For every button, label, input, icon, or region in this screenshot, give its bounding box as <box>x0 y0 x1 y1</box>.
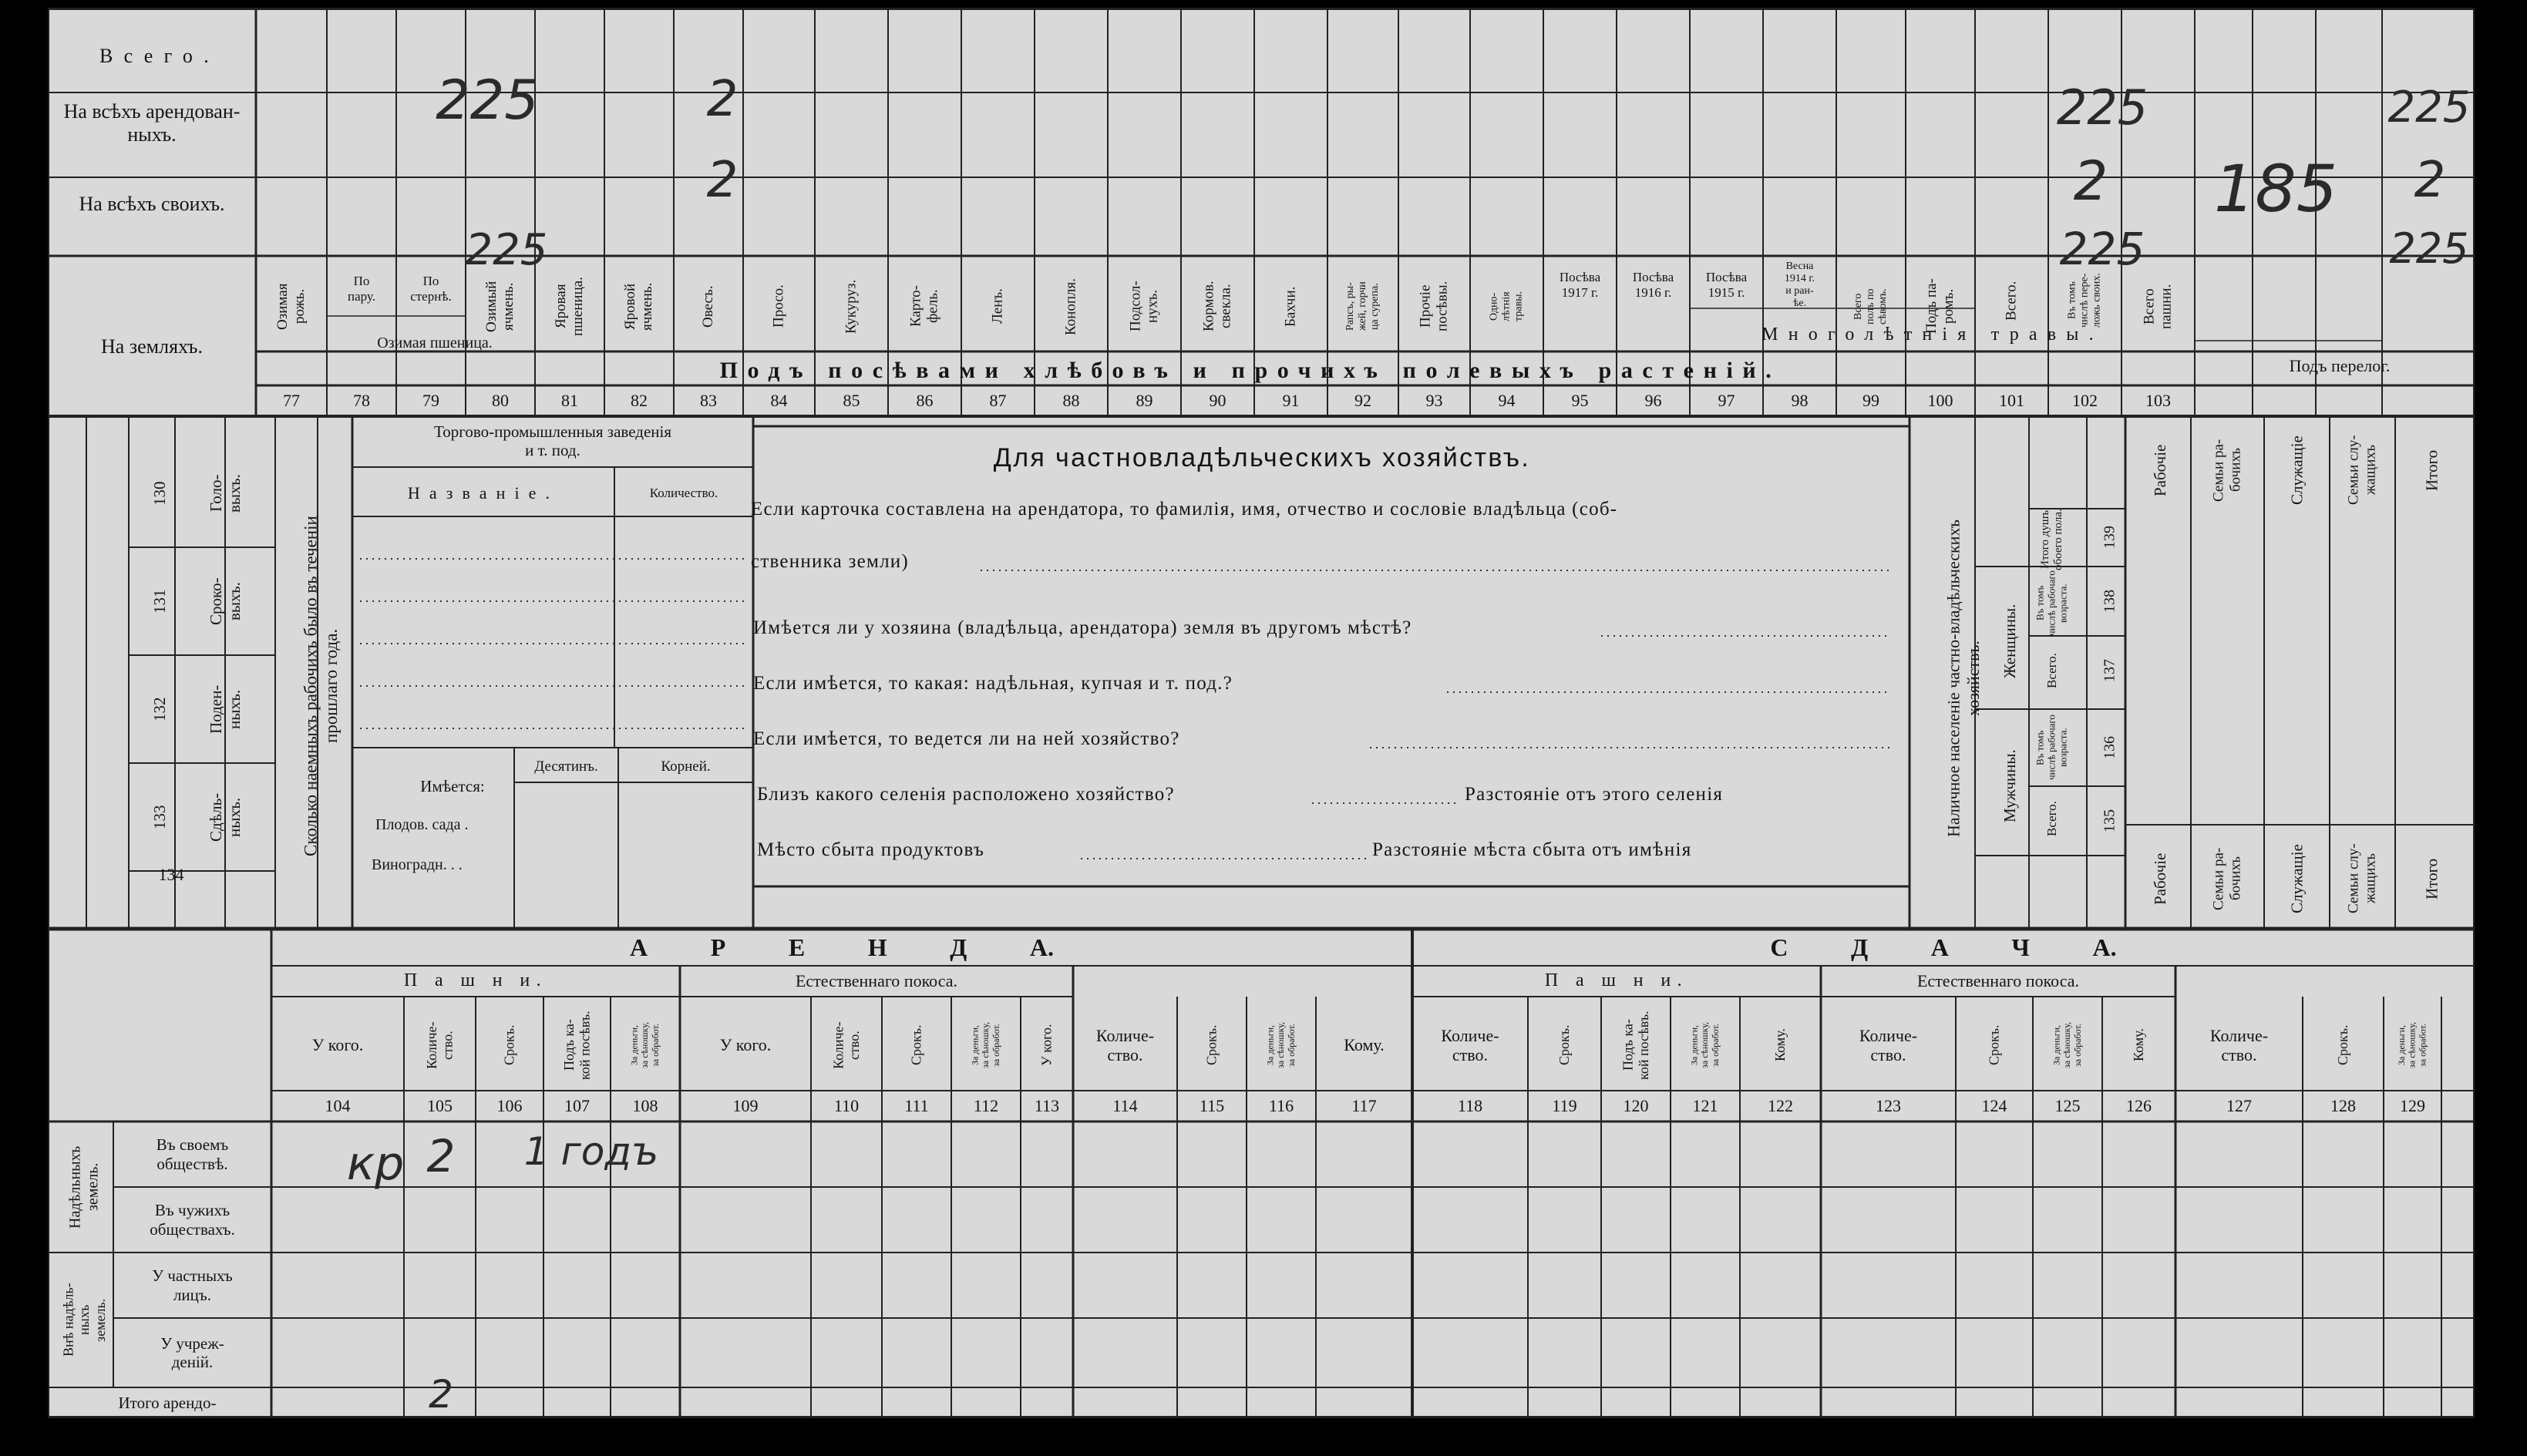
row-label-na-zemlyakh: На земляхъ. <box>101 335 203 358</box>
bottom-col-label-112: За деньги, за сѣношку, за обработ. <box>969 1021 1001 1069</box>
torg-prom-label: Торгово-промышленныя заведенія и т. под. <box>434 422 671 459</box>
crop-number-88: 88 <box>1062 391 1080 411</box>
crop-header-99: Всего полъ по сѣвомъ. <box>1852 288 1889 324</box>
crop-number-101: 101 <box>1999 391 2024 411</box>
bottom-col-num-126: 126 <box>2126 1096 2152 1116</box>
census-card <box>48 8 2475 1418</box>
row-label-svoikh: На всѣхъ своихъ. <box>79 193 225 216</box>
arenda-heading: А Р Е Н Д А. <box>629 933 1054 961</box>
bottom-col-label-127: Количе- ство. <box>2209 1025 2269 1064</box>
bottom-col-label-109: У кого. <box>719 1035 772 1055</box>
bottom-col-num-129: 129 <box>2400 1096 2425 1116</box>
bottom-col-label-128: Срокъ. <box>2335 1024 2351 1066</box>
desyatin-label: Десятинъ. <box>534 758 598 775</box>
crop-number-80: 80 <box>492 391 509 411</box>
hired-label-133: Сдѣль- ныхъ. <box>206 792 244 842</box>
mnogoletnie-travy-label: Многолѣтнія травы. <box>1761 324 2104 345</box>
bottom-col-label-119: Срокъ. <box>1556 1024 1573 1066</box>
row-svoem-obshchestve: Въ своемъ обществѣ. <box>156 1135 229 1173</box>
row-uchrezhdeniy: У учреж- деній. <box>160 1333 224 1371</box>
bottom-col-num-117: 117 <box>1351 1096 1377 1116</box>
hired-label-131: Сроко- выхъ. <box>206 577 244 625</box>
crop-number-98: 98 <box>1791 391 1809 411</box>
nalichnoe-naselenie-label: Наличное населеніе частно-владѣльческихъ хозяйствъ. <box>1943 520 1983 837</box>
bottom-col-label-113: У кого. <box>1038 1024 1055 1067</box>
hand-total-82: 2 <box>706 71 739 129</box>
arenda-pashni: П а ш н и. <box>403 970 548 991</box>
band-title: Подъ посѣвами хлѣбовъ и прочихъ полевыхъ растеній. <box>719 357 1782 383</box>
bottom-col-num-113: 113 <box>1034 1096 1060 1116</box>
hired-num-131: 131 <box>150 589 169 614</box>
bottom-col-num-107: 107 <box>564 1096 590 1116</box>
hand-svoi-103: 225 <box>2389 224 2469 273</box>
imeetsya-label: Имѣется: <box>420 776 485 795</box>
nazvanie-label: Названіе. <box>407 483 560 503</box>
crop-header-88: Конопля. <box>1062 277 1079 335</box>
bottom-col-num-125: 125 <box>2054 1096 2081 1116</box>
hand-kr: кр <box>346 1136 405 1191</box>
bottom-col-label-123: Количе- ство. <box>1859 1025 1918 1064</box>
crop-number-82: 82 <box>631 391 648 411</box>
bottom-col-label-111: Срокъ. <box>908 1024 924 1066</box>
crop-number-77: 77 <box>283 391 300 411</box>
crop-number-85: 85 <box>843 391 860 411</box>
hired-num-132: 132 <box>150 697 169 721</box>
bottom-col-label-125: За деньги, за сѣношку, за обработ. <box>2051 1021 2083 1069</box>
crop-header-85: Кукуруз. <box>843 279 860 334</box>
row-chastnykh-lits: У частныхъ лицъ. <box>152 1266 233 1304</box>
naemnye-rabochie-label: Сколько наемныхъ рабочихъ было въ теченіи прошлаго года. <box>301 516 341 856</box>
hand-itogo-105: 2 <box>429 1372 453 1417</box>
row-label-arendovannykh: На всѣхъ арендован- ныхъ. <box>63 100 241 146</box>
semi-rabochikh-top: Семьи ра- бочихъ <box>2210 439 2244 502</box>
bottom-col-label-116: За деньги, за сѣношку, за обработ. <box>1264 1021 1297 1069</box>
box-line-4: Если имѣется, то какая: надѣльная, купчая и т. под.? <box>753 672 1233 694</box>
nadelnye-zemli-label: Надѣльныхъ земель. <box>66 1145 102 1229</box>
sluzhashchie-bottom: Служащіе <box>2287 844 2307 913</box>
num-135: 135 <box>2101 809 2118 832</box>
hand-arend-103: 2 <box>2414 152 2446 210</box>
crop-number-78: 78 <box>353 391 370 411</box>
bottom-col-label-108: За деньги, за сѣношку, за обработ. <box>628 1021 661 1069</box>
bottom-col-num-108: 108 <box>632 1096 658 1116</box>
itogo-dush-label: Итого душъ обоего пола. <box>2038 509 2064 570</box>
hand-arend-99: 2 <box>2073 149 2108 213</box>
num-138: 138 <box>2101 590 2118 613</box>
box-line-2: ственника земли) <box>751 550 909 572</box>
crop-number-102: 102 <box>2072 391 2098 411</box>
hand-kol-105: 2 <box>426 1129 456 1182</box>
num-137: 137 <box>2101 659 2118 682</box>
box-line-5: Если имѣется, то ведется ли на ней хозяйство? <box>753 728 1180 749</box>
crop-header-94: Одно- лѣтнія травы. <box>1488 291 1525 322</box>
bottom-col-label-118: Количе- ство. <box>1441 1025 1499 1064</box>
crop-header-90: Кормов. свекла. <box>1200 281 1234 332</box>
ozimaya-pshenica-label: Озимая пшеница. <box>377 334 493 351</box>
crop-number-93: 93 <box>1425 391 1443 411</box>
bottom-col-label-120: Подъ ка- кой посѣвъ. <box>1620 1010 1651 1080</box>
bottom-col-num-119: 119 <box>1552 1096 1577 1116</box>
box-line-3: Имѣется ли у хозяина (владѣльца, арендатора) земля въ другомъ мѣстѣ? <box>753 617 1412 638</box>
crop-header-102: Въ томъ числѣ пере- ложь своих. <box>2066 273 2103 328</box>
pod-perelog-label: Подъ перелог. <box>2289 356 2391 376</box>
muzh-vsego-label: Всего. <box>2044 801 2060 837</box>
box-title: Для частновладѣльческихъ хозяйствъ. <box>993 443 1531 473</box>
box-line-7b: Разстояніе мѣста сбыта отъ имѣнія <box>1372 839 1692 860</box>
korney-label: Корней. <box>661 758 711 775</box>
sdacha-pashni: П а ш н и. <box>1544 970 1689 991</box>
bottom-col-label-105: Количе- ство. <box>423 1021 456 1069</box>
crop-number-84: 84 <box>770 391 788 411</box>
bottom-col-num-111: 111 <box>904 1096 929 1116</box>
hand-svoi-99: 225 <box>2059 222 2145 275</box>
hand-arend-82: 2 <box>706 152 739 210</box>
itogo-bottom: Итого <box>2422 858 2441 899</box>
itogo-top: Итого <box>2422 449 2441 491</box>
bottom-col-num-114: 114 <box>1112 1096 1138 1116</box>
crop-number-94: 94 <box>1498 391 1516 411</box>
crop-number-81: 81 <box>561 391 578 411</box>
crop-header-91: Бахчи. <box>1282 286 1299 327</box>
crop-header-96: Посѣва 1916 г. <box>1632 270 1674 300</box>
crop-header-87: Ленъ. <box>989 288 1006 324</box>
crop-number-89: 89 <box>1136 391 1153 411</box>
bottom-col-num-105: 105 <box>427 1096 453 1116</box>
hired-num-133: 133 <box>150 805 169 829</box>
crop-number-103: 103 <box>2145 391 2171 411</box>
bottom-col-num-106: 106 <box>496 1096 523 1116</box>
crop-header-101: Всего. <box>2003 281 2020 321</box>
bottom-col-num-112: 112 <box>973 1096 999 1116</box>
box-line-1: Если карточка составлена на арендатора, то фамилія, имя, отчество и сословіе владѣльца (соб- <box>751 498 1618 520</box>
crop-number-87: 87 <box>989 391 1007 411</box>
bottom-col-num-124: 124 <box>1981 1096 2007 1116</box>
crop-number-92: 92 <box>1354 391 1371 411</box>
bottom-col-num-118: 118 <box>1457 1096 1483 1116</box>
crop-header-97: Посѣва 1915 г. <box>1705 270 1748 300</box>
crop-header-100: Подъ па- ромъ. <box>1923 278 1957 335</box>
rabochie-top: Рабочіе <box>2150 444 2169 496</box>
plodov-sad-label: Плодов. сада . <box>375 815 469 833</box>
row-label-vsego: Всего. <box>99 45 220 68</box>
hand-total-99: 225 <box>2056 79 2148 136</box>
num-139: 139 <box>2101 526 2118 550</box>
hand-arend-100: 185 <box>2213 150 2338 227</box>
hand-total-103: 225 <box>2387 82 2471 133</box>
rabochie-bottom: Рабочіе <box>2150 852 2169 905</box>
bottom-col-num-123: 123 <box>1876 1096 1901 1116</box>
crop-header-81: Яровая пшеница. <box>553 277 586 336</box>
crop-header-95: Посѣва 1917 г. <box>1559 270 1601 300</box>
crop-header-103: Всего пашни. <box>2141 284 2175 329</box>
box-line-6a: Близъ какого селенія расположено хозяйство? <box>757 783 1175 805</box>
num-136: 136 <box>2101 736 2118 759</box>
crop-header-82: Яровой ячмень. <box>622 282 655 331</box>
bottom-col-label-121: За деньги, за сѣношку, за обработ. <box>1688 1021 1721 1069</box>
bottom-col-num-127: 127 <box>2226 1096 2252 1116</box>
crop-number-95: 95 <box>1571 391 1589 411</box>
bottom-col-label-129: За деньги, за сѣношку, за обработ. <box>2395 1021 2428 1069</box>
semi-sluzhashchikh-bottom: Семьи слу- жащихъ <box>2345 843 2379 914</box>
row-chuzhikh-obshchestvakh: Въ чужихъ обществахъ. <box>150 1201 235 1239</box>
crop-header-98: Весна 1914 г. и ран- ѣе. <box>1784 260 1815 310</box>
bottom-col-num-109: 109 <box>732 1096 759 1116</box>
hand-total-78: 225 <box>436 68 539 132</box>
bottom-col-label-114: Количе- ство. <box>1095 1025 1155 1064</box>
bottom-col-num-115: 115 <box>1199 1096 1225 1116</box>
muzhchiny-label: Мужчины. <box>2000 749 2019 823</box>
bottom-col-num-122: 122 <box>1768 1096 1793 1116</box>
crop-number-79: 79 <box>422 391 439 411</box>
kolichestvo-label: Количество. <box>649 486 718 501</box>
row-itogo-arendo: Итого арендо- <box>118 1393 217 1412</box>
crop-header-80: Озимый ячмень. <box>483 281 517 332</box>
semi-sluzhashchikh-top: Семьи слу- жащихъ <box>2345 435 2379 506</box>
crop-number-83: 83 <box>700 391 717 411</box>
crop-number-90: 90 <box>1209 391 1226 411</box>
hired-label-132: Поден- ныхъ. <box>206 684 244 734</box>
crop-header-86: Карто- фель. <box>907 285 941 328</box>
bottom-col-num-104: 104 <box>325 1096 351 1116</box>
crop-header-84: Просо. <box>770 284 787 328</box>
crop-number-86: 86 <box>916 391 934 411</box>
vnenadelnye-zemli-label: Внѣ надѣль- ныхъ земель. <box>60 1283 108 1357</box>
bottom-col-label-115: Срокъ. <box>1203 1024 1220 1066</box>
crop-header-79: По стернѣ. <box>410 274 452 304</box>
bottom-col-num-128: 128 <box>2330 1096 2356 1116</box>
bottom-col-num-120: 120 <box>1623 1096 1649 1116</box>
crop-header-92: Рапсъ, ры- жей, горчи ца сурепа. <box>1344 281 1381 331</box>
box-line-7a: Мѣсто сбыта продуктовъ <box>757 839 985 860</box>
sluzhashchie-top: Служащіе <box>2287 435 2307 505</box>
crop-number-91: 91 <box>1282 391 1300 411</box>
hired-label-130: Голо- выхъ. <box>206 474 244 513</box>
bottom-col-label-104: У кого. <box>311 1035 364 1055</box>
muzh-v-tom-chisle-label: Въ томъ числѣ рабочаго возраста. <box>2034 715 2069 781</box>
bottom-col-label-122: Кому. <box>1772 1028 1788 1062</box>
crop-header-89: Подсол- нухъ. <box>1127 281 1161 332</box>
sdacha-pokos: Естественнаго покоса. <box>1916 971 2079 991</box>
zhen-vsego-label: Всего. <box>2044 653 2060 688</box>
crop-header-78: По пару. <box>348 274 375 304</box>
bottom-col-label-110: Количе- ство. <box>830 1021 862 1069</box>
vinograd-label: Виноградн. . . <box>372 856 463 873</box>
num-134: 134 <box>158 865 184 885</box>
bottom-col-label-107: Подъ ка- кой посѣвъ. <box>560 1010 593 1080</box>
sdacha-heading: С Д А Ч А. <box>1770 933 2117 961</box>
bottom-col-label-124: Срокъ. <box>1986 1024 2002 1066</box>
box-line-6b: Разстояніе отъ этого селенія <box>1465 783 1724 805</box>
bottom-col-label-117: Кому. <box>1344 1035 1385 1055</box>
bottom-col-label-126: Кому. <box>2131 1028 2147 1062</box>
crop-number-97: 97 <box>1718 391 1735 411</box>
hand-svoi-79: 225 <box>465 224 548 275</box>
zhenshchiny-label: Женщины. <box>2000 604 2019 679</box>
bottom-col-num-121: 121 <box>1692 1096 1718 1116</box>
crop-number-96: 96 <box>1644 391 1662 411</box>
semi-rabochikh-bottom: Семьи ра- бочихъ <box>2210 847 2244 910</box>
arenda-pokos: Естественнаго покоса. <box>795 971 957 991</box>
bottom-col-num-116: 116 <box>1268 1096 1294 1116</box>
crop-number-100: 100 <box>1927 391 1953 411</box>
crop-header-83: Овесъ. <box>700 285 717 328</box>
crop-number-99: 99 <box>1862 391 1879 411</box>
bottom-col-num-110: 110 <box>833 1096 860 1116</box>
crop-header-93: Прочіе посѣвы. <box>1417 281 1451 332</box>
hired-num-130: 130 <box>150 481 169 506</box>
zhen-v-tom-chisle-label: Въ томъ числѣ рабочаго возраста. <box>2034 570 2069 636</box>
bottom-col-label-106: Срокъ. <box>501 1024 517 1066</box>
hand-srok-106: 1 годъ <box>523 1129 659 1175</box>
crop-header-77: Озимая рожь. <box>274 283 308 330</box>
